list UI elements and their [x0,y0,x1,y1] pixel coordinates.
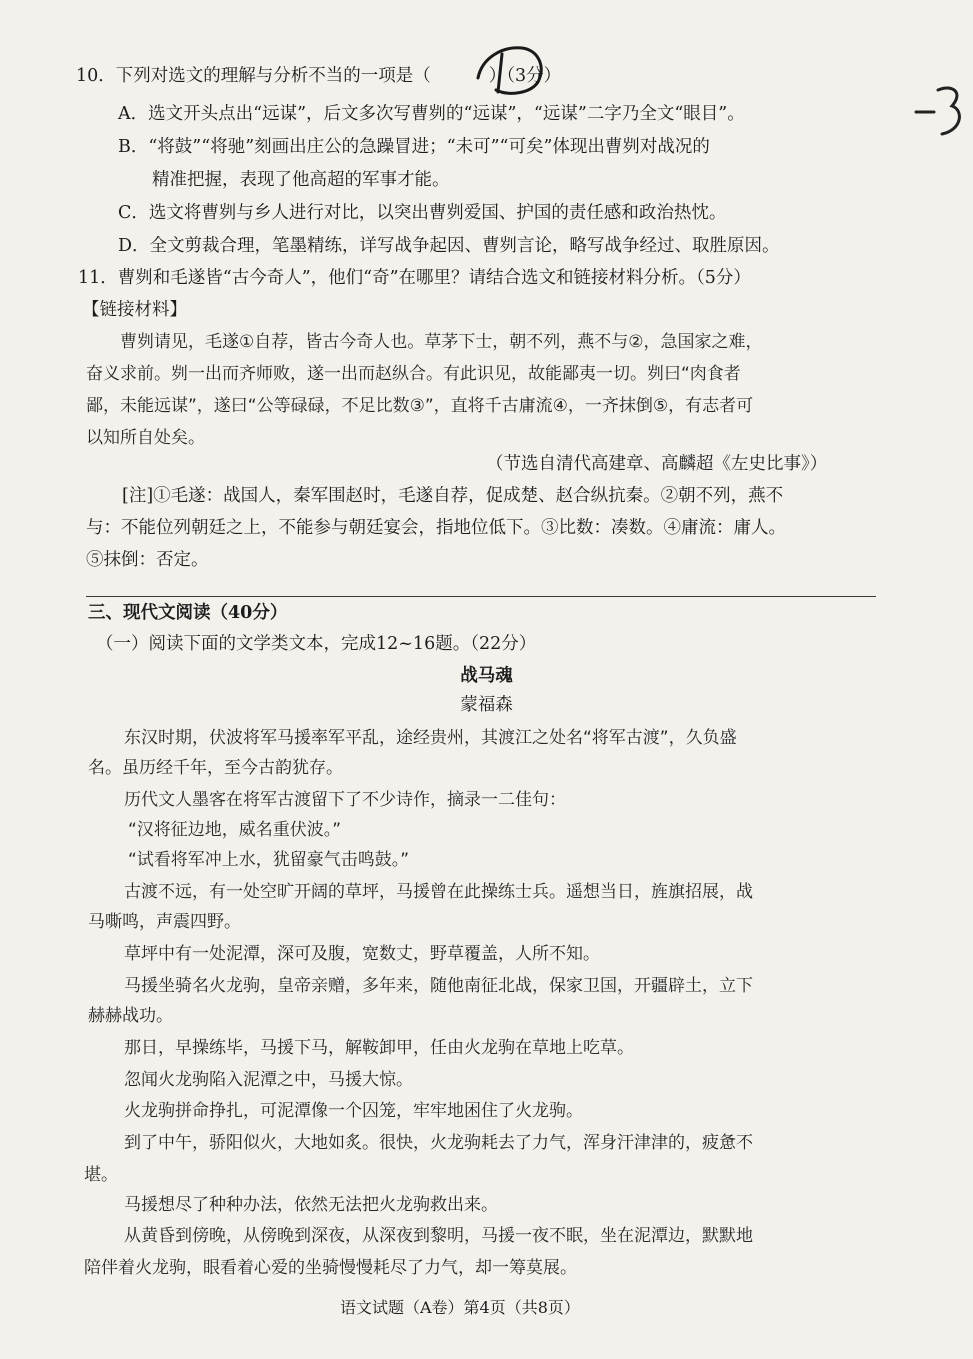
link-material-line: 曹刿请见，毛遂①自荐，皆古今奇人也。草茅下士，朝不列，燕不与②，急国家之难， [120,332,763,352]
notes-line: ⑤抹倒：否定。 [86,550,209,570]
q11-question: 11．曹刿和毛遂皆“古今奇人”，他们“奇”在哪里？请结合选文和链接材料分析。（5分） [78,268,751,288]
story-paragraph: 马援想尽了种种办法，依然无法把火龙驹救出来。 [124,1195,498,1215]
story-paragraph: 从黄昏到傍晚，从傍晚到深夜，从深夜到黎明，马援一夜不眠，坐在泥潭边，默默地 [124,1226,753,1246]
q10-question-text: 10．下列对选文的理解与分析不当的一项是（ [76,66,431,86]
link-material-line: 奋义求前。刿一出而齐师败，遂一出而赵纵合。有此识见，故能鄙夷一切。刿曰“肉食者 [86,364,741,384]
q10-option-a: A．选文开头点出“远谋”，后文多次写曹刿的“远谋”，“远谋”二字乃全文“眼目”。 [118,104,745,124]
story-author: 蒙福森 [460,695,513,715]
link-material-source: （节选自清代高建章、高麟超《左史比事》） [486,454,828,474]
notes-line: 与：不能位列朝廷之上，不能参与朝廷宴会，指地位低下。③比数：凑数。④庸流：庸人。 [86,518,786,538]
section3-subheading: （一）阅读下面的文学类文本，完成12~16题。（22分） [96,634,537,654]
story-paragraph: 古渡不远，有一处空旷开阔的草坪，马援曾在此操练士兵。遥想当日，旌旗招展，战 [124,882,753,902]
q10-option-b-cont: 精准把握，表现了他高超的军事才能。 [152,170,450,190]
q10-option-d: D．全文剪裁合理，笔墨精练，详写战争起因、曹刿言论，略写战争经过、取胜原因。 [118,236,780,256]
notes-line: [注]①毛遂：战国人，秦军围赵时，毛遂自荐，促成楚、赵合纵抗秦。②朝不列，燕不 [122,486,784,506]
story-paragraph: 历代文人墨客在将军古渡留下了不少诗作，摘录一二佳句： [124,790,566,810]
q10-option-b: B．“将鼓”“将驰”刻画出庄公的急躁冒进；“未可”“可矣”体现出曹刿对战况的 [118,137,710,157]
story-paragraph: “汉将征边地，威名重伏波。” [128,820,342,840]
story-paragraph: 忽闻火龙驹陷入泥潭之中，马援大惊。 [124,1070,413,1090]
section-divider [86,596,876,597]
story-paragraph: 赫赫战功。 [88,1006,173,1026]
page-footer: 语文试题（A卷）第4页（共8页） [340,1298,580,1317]
story-paragraph: 草坪中有一处泥潭，深可及腹，宽数丈，野草覆盖，人所不知。 [124,944,600,964]
story-paragraph: 名。虽历经千年，至今古韵犹存。 [88,758,343,778]
story-paragraph: 到了中午，骄阳似火，大地如炙。很快，火龙驹耗去了力气，浑身汗津津的，疲惫不 [124,1133,753,1153]
story-paragraph: 陪伴着火龙驹，眼看着心爱的坐骑慢慢耗尽了力气，却一筹莫展。 [84,1258,577,1278]
link-material-heading: 【链接材料】 [82,300,187,320]
story-paragraph: 火龙驹拼命挣扎，可泥潭像一个囚笼，牢牢地困住了火龙驹。 [124,1101,583,1121]
link-material-line: 以知所自处矣。 [86,428,205,448]
story-paragraph: 那日，早操练毕，马援下马，解鞍卸甲，任由火龙驹在草地上吃草。 [124,1038,634,1058]
story-paragraph: “试看将军冲上水，犹留豪气击鸣鼓。” [128,850,410,870]
story-title: 战马魂 [460,666,513,686]
story-paragraph: 马嘶鸣，声震四野。 [88,912,241,932]
story-paragraph: 堪。 [84,1165,118,1185]
handwritten-score-mark [912,78,968,144]
q10-score: ）（3分） [488,66,562,86]
handwritten-answer-mark [472,38,552,100]
section3-heading: 三、现代文阅读（40分） [88,603,288,623]
story-paragraph: 马援坐骑名火龙驹，皇帝亲赠，多年来，随他南征北战，保家卫国，开疆辟土，立下 [124,976,753,996]
q10-option-c: C．选文将曹刿与乡人进行对比，以突出曹刿爱国、护国的责任感和政治热忱。 [118,203,727,223]
link-material-line: 鄙，未能远谋”，遂曰“公等碌碌，不足比数③”，直将千古庸流④，一齐抹倒⑤，有志者可 [86,396,754,416]
story-paragraph: 东汉时期，伏波将军马援率军平乱，途经贵州，其渡江之处名“将军古渡”，久负盛 [124,728,737,748]
